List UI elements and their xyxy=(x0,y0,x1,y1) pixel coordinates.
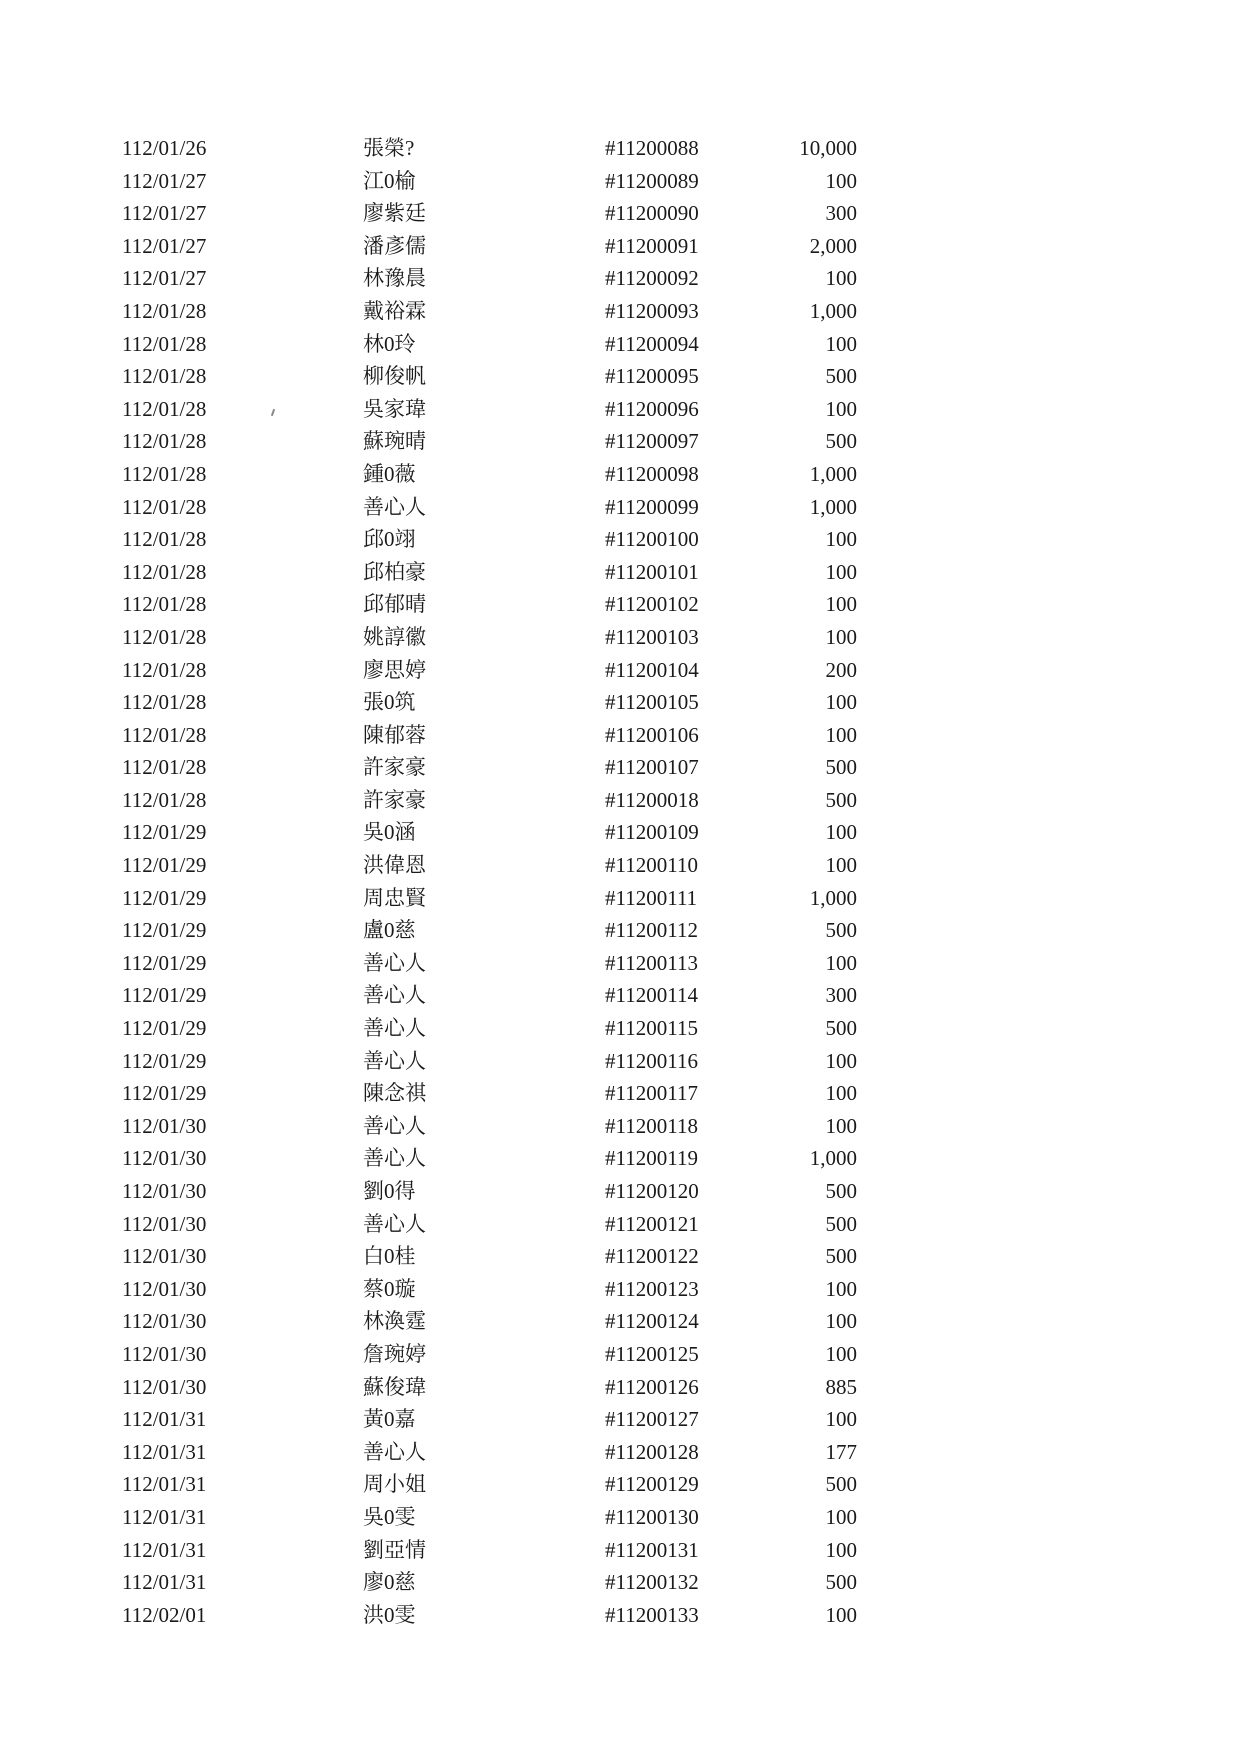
amount-cell: 300 xyxy=(825,983,857,1008)
ledger-row xyxy=(0,1012,1240,1045)
receipt-number-cell: #11200102 xyxy=(605,592,699,617)
date-cell: 112/01/27 xyxy=(122,233,207,258)
ledger-row xyxy=(0,751,1240,784)
ledger-row xyxy=(0,1175,1240,1208)
receipt-number-cell: #11200101 xyxy=(605,559,699,584)
date-cell: 112/01/28 xyxy=(122,396,207,421)
receipt-number-cell: #11200118 xyxy=(605,1113,698,1138)
receipt-number-cell: #11200117 xyxy=(605,1081,698,1106)
ledger-row xyxy=(0,1240,1240,1273)
date-cell: 112/01/28 xyxy=(122,755,207,780)
donor-name-cell: 廖思婷 xyxy=(363,657,426,682)
donor-name-cell: 善心人 xyxy=(363,1146,426,1171)
ledger-row xyxy=(0,295,1240,328)
donor-name-cell: 張0筑 xyxy=(363,690,416,715)
date-cell: 112/01/28 xyxy=(122,559,207,584)
receipt-number-cell: #11200116 xyxy=(605,1048,698,1073)
date-cell: 112/01/28 xyxy=(122,527,207,552)
receipt-number-cell: #11200091 xyxy=(605,233,699,258)
amount-cell: 100 xyxy=(825,168,857,193)
receipt-number-cell: #11200133 xyxy=(605,1602,699,1627)
amount-cell: 100 xyxy=(825,1504,857,1529)
receipt-number-cell: #11200094 xyxy=(605,331,699,356)
receipt-number-cell: #11200099 xyxy=(605,494,699,519)
amount-cell: 200 xyxy=(825,657,857,682)
amount-cell: 100 xyxy=(825,624,857,649)
receipt-number-cell: #11200110 xyxy=(605,853,698,878)
amount-cell: 100 xyxy=(825,690,857,715)
receipt-number-cell: #11200088 xyxy=(605,136,699,160)
receipt-number-cell: #11200106 xyxy=(605,722,699,747)
receipt-number-cell: #11200018 xyxy=(605,787,699,812)
ledger-row xyxy=(0,132,1240,165)
date-cell: 112/01/29 xyxy=(122,853,207,878)
ledger-row xyxy=(0,523,1240,556)
amount-cell: 100 xyxy=(825,396,857,421)
date-cell: 112/01/29 xyxy=(122,983,207,1008)
ledger-row xyxy=(0,458,1240,491)
receipt-number-cell: #11200114 xyxy=(605,983,698,1008)
date-cell: 112/01/31 xyxy=(122,1472,207,1497)
date-cell: 112/01/30 xyxy=(122,1179,207,1203)
donor-name-cell: 善心人 xyxy=(363,983,426,1008)
ledger-row xyxy=(0,686,1240,719)
receipt-number-cell: #11200129 xyxy=(605,1472,699,1497)
date-cell: 112/01/28 xyxy=(122,494,207,519)
ledger-row xyxy=(0,425,1240,458)
donor-name-cell: 蔡0璇 xyxy=(363,1276,416,1301)
date-cell: 112/01/28 xyxy=(122,364,207,389)
ledger-row xyxy=(0,784,1240,817)
receipt-number-cell: #11200111 xyxy=(605,885,698,910)
date-cell: 112/01/26 xyxy=(122,136,207,160)
ledger-row xyxy=(0,1501,1240,1534)
ledger-row xyxy=(0,588,1240,621)
donor-name-cell: 廖0慈 xyxy=(363,1570,416,1595)
donor-name-cell: 洪0雯 xyxy=(363,1602,416,1627)
amount-cell: 100 xyxy=(825,1537,857,1562)
amount-cell: 100 xyxy=(825,722,857,747)
date-cell: 112/01/27 xyxy=(122,168,207,193)
receipt-number-cell: #11200131 xyxy=(605,1537,699,1562)
amount-cell: 885 xyxy=(825,1374,857,1399)
donor-name-cell: 邱郁晴 xyxy=(363,592,426,617)
receipt-number-cell: #11200132 xyxy=(605,1570,699,1595)
date-cell: 112/01/31 xyxy=(122,1407,207,1432)
amount-cell: 500 xyxy=(825,1244,857,1269)
receipt-number-cell: #11200112 xyxy=(605,918,698,943)
date-cell: 112/01/28 xyxy=(122,657,207,682)
receipt-number-cell: #11200109 xyxy=(605,820,699,845)
receipt-number-cell: #11200123 xyxy=(605,1276,699,1301)
receipt-number-cell: #11200126 xyxy=(605,1374,699,1399)
receipt-number-cell: #11200120 xyxy=(605,1179,699,1203)
date-cell: 112/01/30 xyxy=(122,1244,207,1269)
ledger-row xyxy=(0,816,1240,849)
date-cell: 112/01/28 xyxy=(122,298,207,323)
ledger-row xyxy=(0,491,1240,524)
amount-cell: 100 xyxy=(825,527,857,552)
date-cell: 112/01/29 xyxy=(122,950,207,975)
amount-cell: 1,000 xyxy=(809,461,857,486)
ledger-row xyxy=(0,1468,1240,1501)
donor-name-cell: 林渙霆 xyxy=(363,1309,426,1334)
date-cell: 112/01/28 xyxy=(122,592,207,617)
ledger-row xyxy=(0,393,1240,426)
ledger-row xyxy=(0,1305,1240,1338)
ledger-row xyxy=(0,914,1240,947)
donor-name-cell: 鍾0薇 xyxy=(363,461,416,486)
ledger-row xyxy=(0,1534,1240,1567)
donor-name-cell: 劉亞情 xyxy=(363,1537,426,1562)
receipt-number-cell: #11200124 xyxy=(605,1309,699,1334)
donor-name-cell: 吳家瑋 xyxy=(363,396,426,421)
donor-name-cell: 邱柏豪 xyxy=(363,559,426,584)
donor-name-cell: 陳郁蓉 xyxy=(363,722,426,747)
donor-name-cell: 邱0翊 xyxy=(363,527,416,552)
donor-name-cell: 劉0得 xyxy=(363,1179,416,1203)
amount-cell: 500 xyxy=(825,787,857,812)
ledger-row xyxy=(0,882,1240,915)
ledger-row xyxy=(0,328,1240,361)
donor-name-cell: 周忠賢 xyxy=(363,885,426,910)
amount-cell: 500 xyxy=(825,755,857,780)
ledger-row xyxy=(0,262,1240,295)
date-cell: 112/01/28 xyxy=(122,429,207,454)
ledger-row xyxy=(0,621,1240,654)
date-cell: 112/01/31 xyxy=(122,1570,207,1595)
donor-name-cell: 白0桂 xyxy=(363,1244,416,1269)
amount-cell: 1,000 xyxy=(809,1146,857,1171)
date-cell: 112/01/30 xyxy=(122,1309,207,1334)
ledger-row xyxy=(0,165,1240,198)
receipt-number-cell: #11200127 xyxy=(605,1407,699,1432)
donor-name-cell: 姚諄徽 xyxy=(363,624,426,649)
date-cell: 112/02/01 xyxy=(122,1602,207,1627)
amount-cell: 500 xyxy=(825,1472,857,1497)
ledger-row xyxy=(0,556,1240,589)
date-cell: 112/01/30 xyxy=(122,1113,207,1138)
donor-name-cell: 蘇俊瑋 xyxy=(363,1374,426,1399)
amount-cell: 1,000 xyxy=(809,298,857,323)
receipt-number-cell: #11200089 xyxy=(605,168,699,193)
amount-cell: 1,000 xyxy=(809,494,857,519)
ledger-row xyxy=(0,1142,1240,1175)
ledger-row xyxy=(0,1077,1240,1110)
ledger-row xyxy=(0,1110,1240,1143)
receipt-number-cell: #11200130 xyxy=(605,1504,699,1529)
receipt-number-cell: #11200125 xyxy=(605,1341,699,1366)
amount-cell: 500 xyxy=(825,1211,857,1236)
donor-name-cell: 林0玲 xyxy=(363,331,416,356)
ledger-row xyxy=(0,230,1240,263)
receipt-number-cell: #11200115 xyxy=(605,1016,698,1041)
date-cell: 112/01/29 xyxy=(122,1048,207,1073)
receipt-number-cell: #11200103 xyxy=(605,624,699,649)
date-cell: 112/01/28 xyxy=(122,722,207,747)
date-cell: 112/01/30 xyxy=(122,1341,207,1366)
donor-name-cell: 林豫晨 xyxy=(363,266,426,291)
amount-cell: 177 xyxy=(825,1439,857,1464)
date-cell: 112/01/30 xyxy=(122,1276,207,1301)
donor-name-cell: 江0榆 xyxy=(363,168,416,193)
date-cell: 112/01/28 xyxy=(122,690,207,715)
donor-name-cell: 詹琬婷 xyxy=(363,1341,426,1366)
date-cell: 112/01/28 xyxy=(122,331,207,356)
receipt-number-cell: #11200098 xyxy=(605,461,699,486)
date-cell: 112/01/28 xyxy=(122,461,207,486)
date-cell: 112/01/30 xyxy=(122,1374,207,1399)
ledger-row xyxy=(0,1371,1240,1404)
ledger-row xyxy=(0,849,1240,882)
amount-cell: 100 xyxy=(825,1602,857,1627)
receipt-number-cell: #11200122 xyxy=(605,1244,699,1269)
amount-cell: 100 xyxy=(825,1048,857,1073)
amount-cell: 500 xyxy=(825,1016,857,1041)
ledger-row xyxy=(0,360,1240,393)
ledger-row xyxy=(0,947,1240,980)
donor-name-cell: 陳念祺 xyxy=(363,1081,426,1106)
amount-cell: 100 xyxy=(825,331,857,356)
ledger-row xyxy=(0,979,1240,1012)
amount-cell: 100 xyxy=(825,1276,857,1301)
donor-name-cell: 善心人 xyxy=(363,950,426,975)
receipt-number-cell: #11200104 xyxy=(605,657,699,682)
date-cell: 112/01/28 xyxy=(122,624,207,649)
ledger-row xyxy=(0,1273,1240,1306)
date-cell: 112/01/29 xyxy=(122,820,207,845)
amount-cell: 100 xyxy=(825,266,857,291)
amount-cell: 100 xyxy=(825,592,857,617)
donor-name-cell: 善心人 xyxy=(363,1016,426,1041)
receipt-number-cell: #11200107 xyxy=(605,755,699,780)
date-cell: 112/01/31 xyxy=(122,1439,207,1464)
donor-name-cell: 善心人 xyxy=(363,1048,426,1073)
ledger-row xyxy=(0,1599,1240,1632)
donor-name-cell: 吳0涵 xyxy=(363,820,416,845)
date-cell: 112/01/30 xyxy=(122,1211,207,1236)
ledger-row xyxy=(0,1566,1240,1599)
receipt-number-cell: #11200128 xyxy=(605,1439,699,1464)
ledger-row xyxy=(0,1338,1240,1371)
date-cell: 112/01/27 xyxy=(122,201,207,226)
amount-cell: 100 xyxy=(825,1309,857,1334)
donor-name-cell: 洪偉恩 xyxy=(363,853,426,878)
donor-name-cell: 許家豪 xyxy=(363,755,426,780)
receipt-number-cell: #11200100 xyxy=(605,527,699,552)
ledger-row xyxy=(0,654,1240,687)
donor-name-cell: 蘇琬晴 xyxy=(363,429,426,454)
donor-name-cell: 許家豪 xyxy=(363,787,426,812)
receipt-number-cell: #11200093 xyxy=(605,298,699,323)
receipt-number-cell: #11200095 xyxy=(605,364,699,389)
amount-cell: 500 xyxy=(825,918,857,943)
amount-cell: 100 xyxy=(825,559,857,584)
amount-cell: 300 xyxy=(825,201,857,226)
receipt-number-cell: #11200092 xyxy=(605,266,699,291)
donor-name-cell: 周小姐 xyxy=(363,1472,426,1497)
amount-cell: 100 xyxy=(825,1407,857,1432)
amount-cell: 100 xyxy=(825,1341,857,1366)
donor-name-cell: 善心人 xyxy=(363,1439,426,1464)
date-cell: 112/01/31 xyxy=(122,1504,207,1529)
amount-cell: 1,000 xyxy=(809,885,857,910)
receipt-number-cell: #11200119 xyxy=(605,1146,698,1171)
date-cell: 112/01/28 xyxy=(122,787,207,812)
receipt-number-cell: #11200121 xyxy=(605,1211,699,1236)
amount-cell: 500 xyxy=(825,429,857,454)
amount-cell: 10,000 xyxy=(799,136,857,160)
donor-name-cell: 吳0雯 xyxy=(363,1504,416,1529)
ledger-row xyxy=(0,719,1240,752)
ledger-row xyxy=(0,197,1240,230)
receipt-number-cell: #11200090 xyxy=(605,201,699,226)
receipt-number-cell: #11200096 xyxy=(605,396,699,421)
donor-name-cell: 張榮? xyxy=(363,136,415,160)
receipt-number-cell: #11200097 xyxy=(605,429,699,454)
donor-name-cell: 善心人 xyxy=(363,494,426,519)
date-cell: 112/01/29 xyxy=(122,1081,207,1106)
date-cell: 112/01/29 xyxy=(122,885,207,910)
amount-cell: 100 xyxy=(825,820,857,845)
donor-name-cell: 善心人 xyxy=(363,1113,426,1138)
ledger-row xyxy=(0,1436,1240,1469)
ledger-row xyxy=(0,1208,1240,1241)
amount-cell: 500 xyxy=(825,1570,857,1595)
date-cell: 112/01/27 xyxy=(122,266,207,291)
receipt-number-cell: #11200105 xyxy=(605,690,699,715)
donor-name-cell: 廖紫廷 xyxy=(363,201,426,226)
date-cell: 112/01/29 xyxy=(122,918,207,943)
amount-cell: 500 xyxy=(825,1179,857,1203)
amount-cell: 100 xyxy=(825,950,857,975)
amount-cell: 2,000 xyxy=(809,233,857,258)
donor-name-cell: 潘彥儒 xyxy=(363,233,426,258)
amount-cell: 100 xyxy=(825,853,857,878)
amount-cell: 100 xyxy=(825,1081,857,1106)
date-cell: 112/01/31 xyxy=(122,1537,207,1562)
date-cell: 112/01/30 xyxy=(122,1146,207,1171)
donation-ledger-table xyxy=(0,132,1240,1631)
amount-cell: 100 xyxy=(825,1113,857,1138)
donor-name-cell: 黃0嘉 xyxy=(363,1407,416,1432)
receipt-number-cell: #11200113 xyxy=(605,950,698,975)
donor-name-cell: 柳俊帆 xyxy=(363,364,426,389)
donor-name-cell: 戴裕霖 xyxy=(363,298,426,323)
amount-cell: 500 xyxy=(825,364,857,389)
ledger-row xyxy=(0,1045,1240,1078)
ledger-row xyxy=(0,1403,1240,1436)
date-cell: 112/01/29 xyxy=(122,1016,207,1041)
donor-name-cell: 善心人 xyxy=(363,1211,426,1236)
donor-name-cell: 盧0慈 xyxy=(363,918,416,943)
